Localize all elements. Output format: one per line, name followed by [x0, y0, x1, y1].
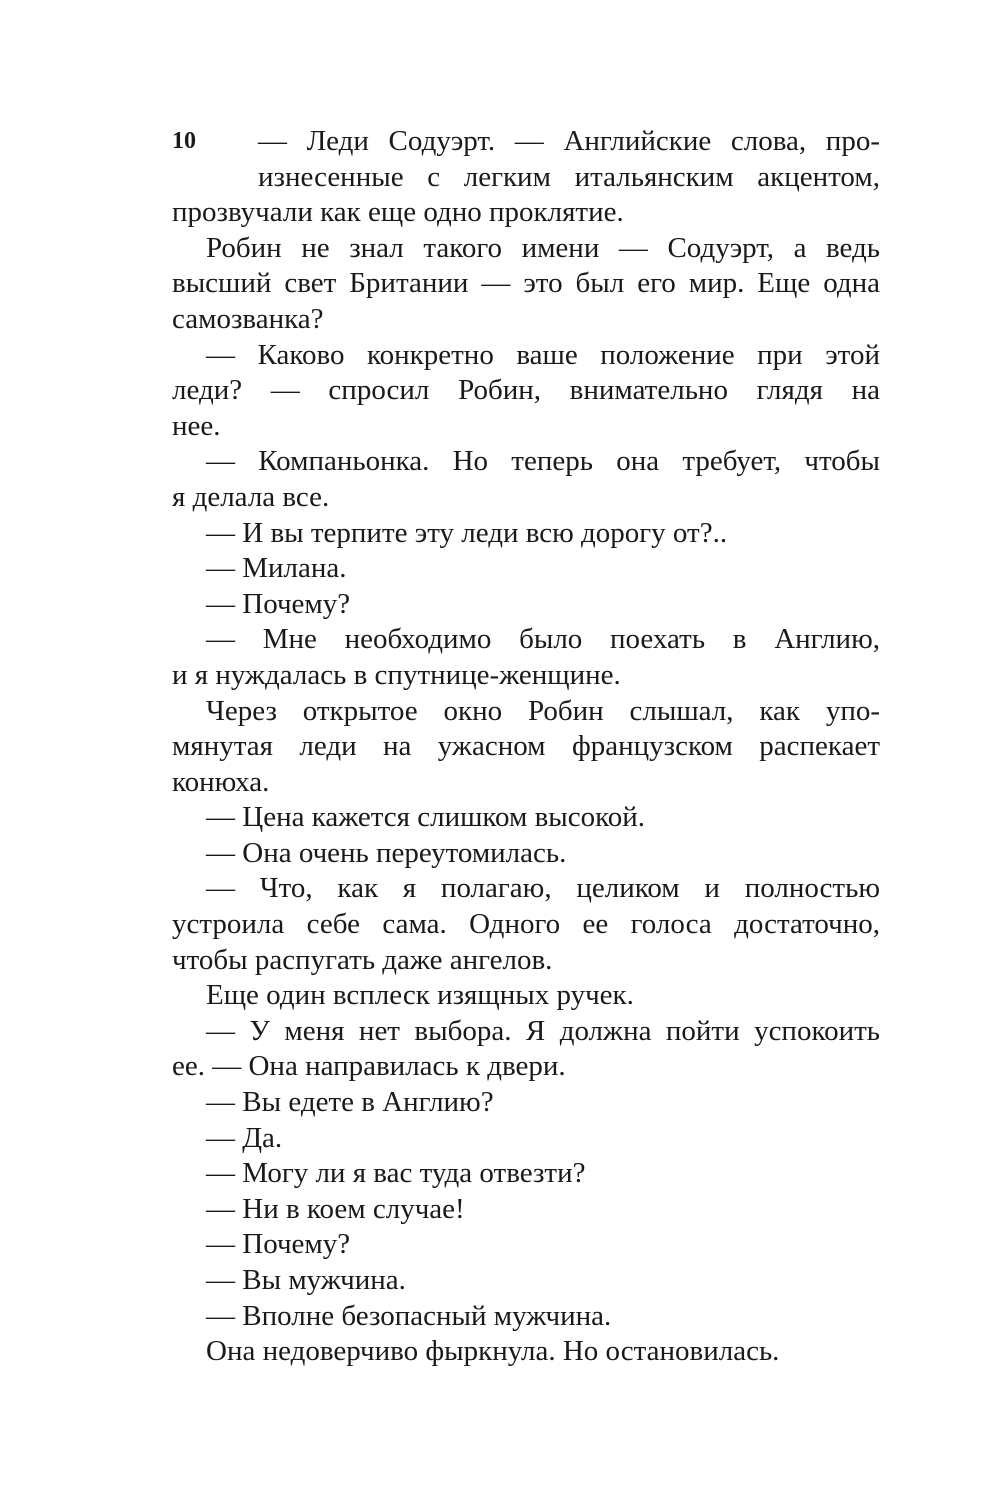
text-line: — Ни в коем случае!: [206, 1192, 465, 1225]
page-body: [172, 124, 880, 1370]
text-line: и я нуждалась в спутнице-женщине.: [172, 658, 621, 691]
text-line: мянутая леди на ужасном французском распекает: [172, 730, 880, 763]
text-line: — Вполне безопасный мужчина.: [206, 1299, 612, 1332]
text-line: — Почему?: [206, 1228, 351, 1261]
text-line: — Цена кажется слишком высокой.: [206, 801, 646, 834]
text-line: чтобы распугать даже ангелов.: [172, 943, 553, 976]
page-number: 10: [172, 128, 196, 154]
text-line: — Да.: [206, 1121, 283, 1154]
text-line: — Она очень переутомилась.: [206, 836, 567, 869]
text-line: Еще один всплеск изящных ручек.: [206, 979, 634, 1012]
text-line: Робин не знал такого имени — Содуэрт, а ведь: [206, 231, 880, 264]
text-line: — Компаньонка. Но теперь она требует, чтобы: [206, 445, 880, 478]
text-line: — Что, как я полагаю, целиком и полностью: [206, 872, 880, 905]
text-line: высший свет Британии — это был его мир. Еще одна: [172, 267, 880, 300]
text-line: — Леди Содуэрт. — Английские слова, про-: [258, 125, 880, 157]
text-line: — Мне необходимо было поехать в Англию,: [206, 623, 880, 656]
text-line: изнесенные с легким итальянским акцентом,: [258, 160, 880, 193]
text-line: конюха.: [172, 765, 270, 798]
text-line: Через открытое окно Робин слышал, как упо-: [206, 694, 880, 727]
text-line: — И вы терпите эту леди всю дорогу от?..: [206, 516, 728, 549]
text-line: — Вы едете в Англию?: [206, 1086, 494, 1119]
text-line: — Почему?: [206, 587, 351, 620]
text-line: — Могу ли я вас туда отвезти?: [206, 1157, 586, 1190]
text-line: Она недоверчиво фыркнула. Но остановилась.: [206, 1335, 780, 1368]
text-line: я делала все.: [172, 480, 330, 513]
text-line: — Вы мужчина.: [206, 1264, 406, 1296]
text-line: самозванка?: [172, 302, 324, 335]
text-line: леди? — спросил Робин, внимательно глядя на: [172, 374, 880, 407]
text-line: ее. — Она направилась к двери.: [172, 1050, 566, 1083]
text-line: устроила себе сама. Одного ее голоса достаточно,: [172, 908, 880, 941]
text-line: прозвучали как еще одно проклятие.: [172, 196, 624, 229]
text-line: — Милана.: [206, 552, 347, 585]
text-line: — Каково конкретно ваше положение при этой: [206, 338, 880, 371]
text-line: — У меня нет выбора. Я должна пойти успокоить: [206, 1014, 880, 1047]
text-line: нее.: [172, 409, 221, 442]
